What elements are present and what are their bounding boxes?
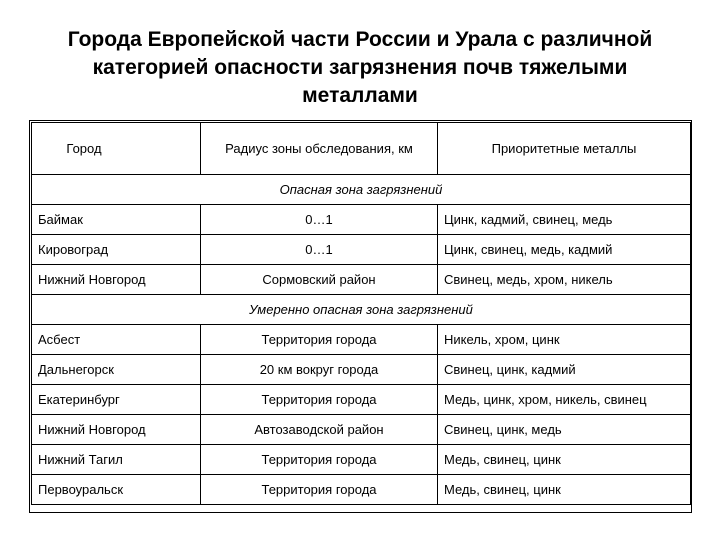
cell-metals: Медь, цинк, хром, никель, свинец: [438, 385, 691, 415]
cell-radius: Территория города: [201, 325, 438, 355]
cell-metals: Никель, хром, цинк: [438, 325, 691, 355]
cell-city: Екатеринбург: [32, 385, 201, 415]
table-row: [32, 235, 691, 265]
cell-radius: 0…1: [201, 235, 438, 265]
cell-city: Нижний Новгород: [32, 265, 201, 295]
pollution-table: [31, 122, 691, 505]
cell-radius: Территория города: [201, 385, 438, 415]
column-header-metals: Приоритетные металлы: [438, 123, 691, 175]
table-row: [32, 265, 691, 295]
cell-radius: Территория города: [201, 445, 438, 475]
cell-radius: 20 км вокруг города: [201, 355, 438, 385]
cell-metals: Свинец, цинк, медь: [438, 415, 691, 445]
table-row: [32, 355, 691, 385]
section-heading-row: [32, 175, 691, 205]
title-line: металлами: [302, 84, 418, 107]
cell-radius: 0…1: [201, 205, 438, 235]
column-header-radius: Радиус зоны обследования, км: [201, 123, 438, 175]
cell-city: Нижний Новгород: [32, 415, 201, 445]
table-header-row: [32, 123, 691, 175]
title-line: категорией опасности загрязнения почв тяжелыми: [92, 56, 628, 79]
cell-city: Нижний Тагил: [32, 445, 201, 475]
table-row: [32, 415, 691, 445]
table-row: [32, 475, 691, 505]
cell-metals: Свинец, медь, хром, никель: [438, 265, 691, 295]
cell-city: Асбест: [32, 325, 201, 355]
title-line: Города Европейской части России и Урала с различной: [67, 28, 653, 51]
cell-metals: Свинец, цинк, кадмий: [438, 355, 691, 385]
table-row: [32, 385, 691, 415]
column-header-city: Город: [32, 123, 201, 175]
cell-city: Первоуральск: [32, 475, 201, 505]
cell-city: Баймак: [32, 205, 201, 235]
cell-city: Кировоград: [32, 235, 201, 265]
cell-radius: Автозаводской район: [201, 415, 438, 445]
table-row: [32, 445, 691, 475]
cell-metals: Цинк, кадмий, свинец, медь: [438, 205, 691, 235]
section-heading: Опасная зона загрязнений: [32, 175, 691, 205]
table-row: [32, 205, 691, 235]
cell-radius: Сормовский район: [201, 265, 438, 295]
cell-radius: Территория города: [201, 475, 438, 505]
section-heading: Умеренно опасная зона загрязнений: [32, 295, 691, 325]
cell-city: Дальнегорск: [32, 355, 201, 385]
section-heading-row: [32, 295, 691, 325]
cell-metals: Медь, свинец, цинк: [438, 475, 691, 505]
page-title: [10, 26, 710, 110]
table-row: [32, 325, 691, 355]
cell-metals: Медь, свинец, цинк: [438, 445, 691, 475]
cell-metals: Цинк, свинец, медь, кадмий: [438, 235, 691, 265]
